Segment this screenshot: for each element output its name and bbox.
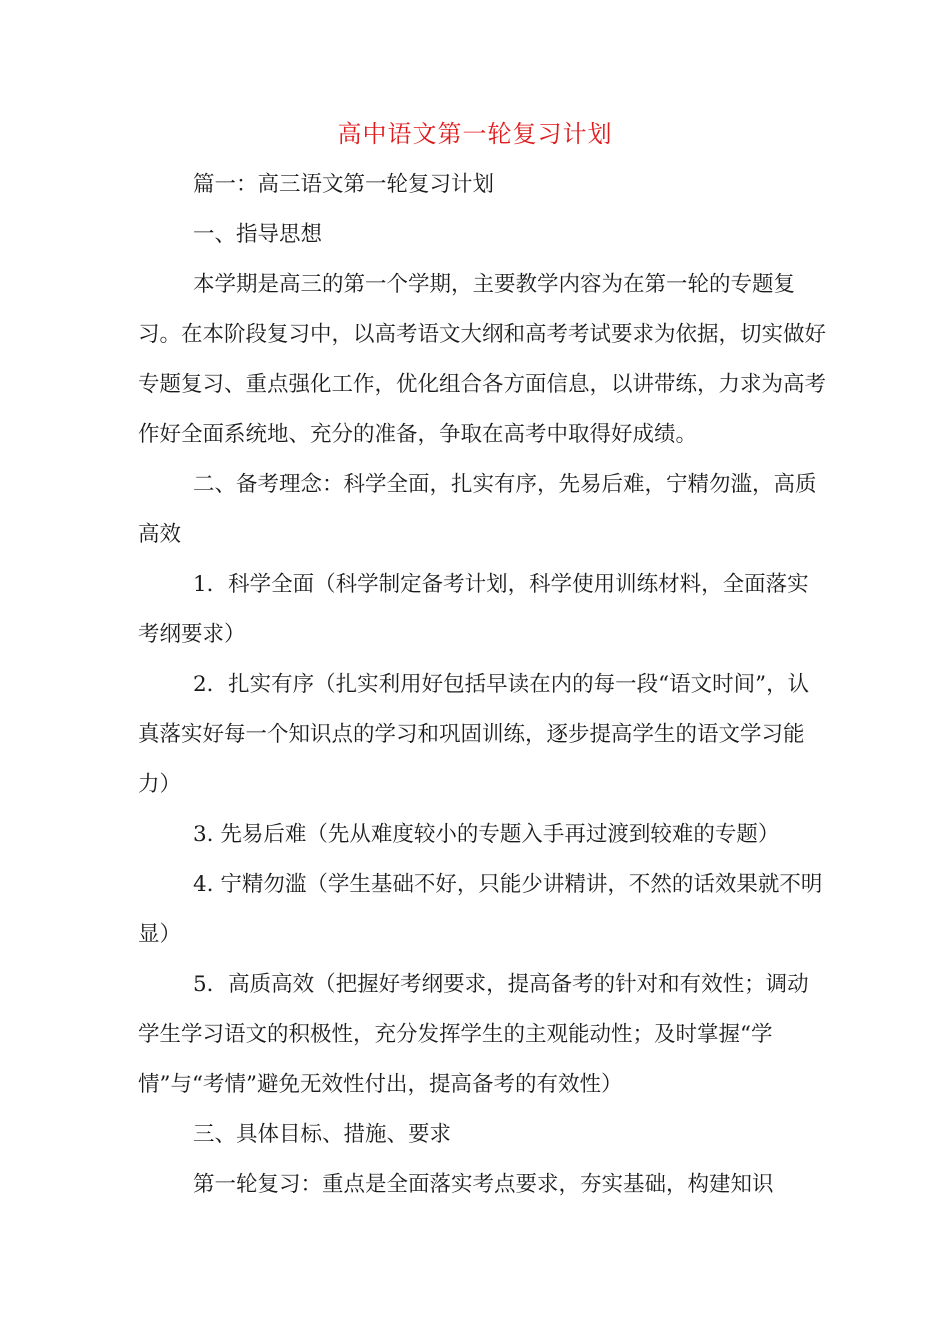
list-item-1: 1．科学全面（科学制定备考计划，科学使用训练材料，全面落实考纲要求） <box>138 572 809 647</box>
document-title: 高中语文第一轮复习计划 <box>337 120 613 148</box>
list-item-5: 5．高质高效（把握好考纲要求，提高备考的针对和有效性；调动学生学习语文的积极性，充分发挥学生的主观能动性；及时掌握“学情”与“考情”避免无效性付出，提高备考的有效性） <box>138 972 809 1097</box>
list-item-2: 2．扎实有序（扎实利用好包括早读在内的每一段“语文时间”，认真落实好每一个知识点的学习和巩固训练，逐步提高学生的语文学习能力） <box>138 672 810 797</box>
heading-specific-goals: 三、具体目标、措施、要求 <box>193 1122 452 1147</box>
list-item-3: 3. 先易后难（先从难度较小的专题入手再过渡到较难的专题） <box>193 822 780 847</box>
section-heading-part-one: 篇一：高三语文第一轮复习计划 <box>193 172 495 197</box>
paragraph-guiding-thought: 本学期是高三的第一个学期，主要教学内容为在第一轮的专题复习。在本阶段复习中，以高考语文大纲和高考考试要求为依据，切实做好专题复习、重点强化工作，优化组合各方面信息，以讲带练，力求为高考作好全面系统地、充分的准备，争取在高考中取得好成绩。 <box>138 272 827 447</box>
heading-guiding-thought: 一、指导思想 <box>193 222 323 247</box>
paragraph-first-round: 第一轮复习：重点是全面落实考点要求，夯实基础，构建知识 <box>193 1172 774 1197</box>
heading-exam-concept: 二、备考理念：科学全面，扎实有序，先易后难，宁精勿滥，高质高效 <box>138 472 817 547</box>
list-item-4: 4. 宁精勿滥（学生基础不好，只能少讲精讲，不然的话效果就不明显） <box>138 872 823 947</box>
